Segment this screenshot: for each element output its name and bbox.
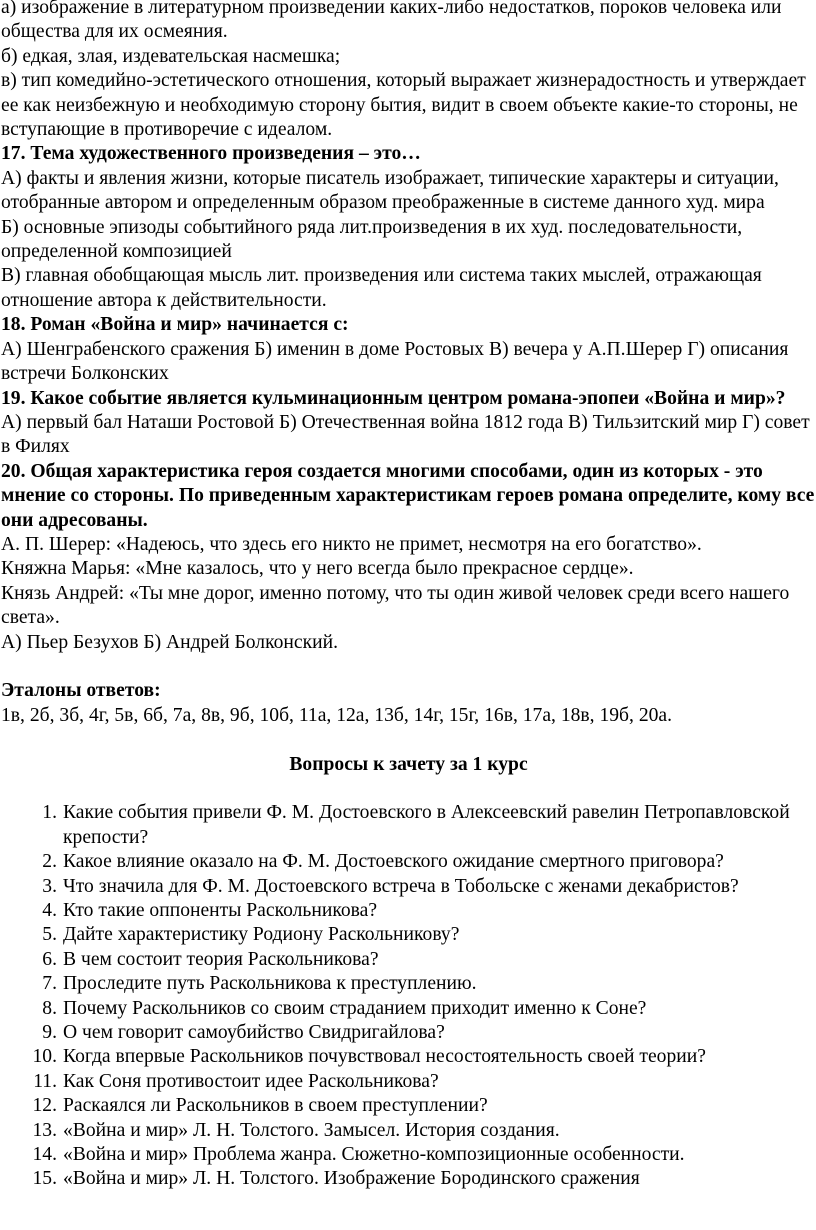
item-text: Какие события привели Ф. М. Достоевского в Алексеевский равелин Петропавловской крепости? — [63, 802, 790, 848]
question-17-option-c: В) главная обобщающая мысль лит. произведения или система таких мыслей, отражающая отношение автора к действительности. — [1, 265, 762, 311]
item-text: Какое влияние оказало на Ф. М. Достоевского ожидание смертного приговора? — [63, 851, 724, 873]
spacer — [1, 728, 816, 752]
list-item — [1, 1070, 816, 1094]
answers-text: 1в, 2б, 3б, 4г, 5в, 6б, 7а, 8в, 9б, 10б, 11а, 12а, 13б, 14г, 15г, 16в, 17а, 18в, 19б, 20а. — [1, 704, 673, 726]
item-number: 1. — [42, 802, 57, 824]
list-item — [1, 875, 816, 899]
question-17-option-b: Б) основные эпизоды событийного ряда лит.произведения в их худ. последовательности, определенной композицией — [1, 216, 743, 263]
option-c-prev: в) тип комедийно-эстетического отношения, который выражает жизнерадостность и утверждает ее как неизбежную и необходимую сторону бытия, видит в своем объекте какие-то стороны, не вступающие в противоречие с идеалом. — [1, 70, 806, 141]
question-17-title: 17. Тема художественного произведения – это… — [1, 143, 421, 165]
list-item — [1, 923, 816, 947]
list-item — [1, 899, 816, 923]
item-number: 14. — [32, 1144, 57, 1166]
item-number: 3. — [42, 875, 57, 897]
item-text: Дайте характеристику Родиону Раскольникову? — [63, 924, 460, 946]
list-item — [1, 1094, 816, 1118]
item-text: В чем состоит теория Раскольникова? — [63, 948, 379, 970]
item-number: 15. — [32, 1168, 57, 1190]
exam-questions-list — [1, 801, 816, 1192]
list-item — [1, 801, 816, 850]
item-text: Что значила для Ф. М. Достоевского встреча в Тобольске с женами декабристов? — [63, 875, 739, 897]
question-19-options: А) первый бал Наташи Ростовой Б) Отечественная война 1812 года В) Тильзитский мир Г) совет в Филях — [1, 411, 810, 458]
question-17-option-a: А) факты и явления жизни, которые писатель изображает, типические характеры и ситуации, отобранные автором и определенным образом преображенные в системе данного худ. мира — [1, 167, 779, 214]
list-item — [1, 997, 816, 1021]
option-b-prev: б) едкая, злая, издевательская насмешка; — [1, 45, 341, 67]
answers-title: Эталоны ответов: — [1, 680, 161, 702]
option-a-prev: а) изображение в литературном произведении каких-либо недостатков, пороков человека или общества для их осмеяния. — [1, 0, 782, 43]
spacer — [1, 655, 816, 679]
item-number: 4. — [42, 899, 57, 921]
list-item — [1, 1143, 816, 1167]
list-item — [1, 948, 816, 972]
list-item — [1, 1119, 816, 1143]
item-number: 8. — [42, 997, 57, 1019]
item-number: 6. — [42, 948, 57, 970]
item-text: Почему Раскольников со своим страданием приходит именно к Соне? — [63, 997, 647, 1019]
list-item — [1, 972, 816, 996]
item-text: Кто такие оппоненты Раскольникова? — [63, 899, 378, 921]
item-number: 13. — [32, 1119, 57, 1141]
item-number: 12. — [32, 1095, 57, 1117]
spacer — [1, 777, 816, 801]
item-number: 7. — [42, 973, 57, 995]
item-text: Как Соня противостоит идее Раскольникова? — [63, 1070, 439, 1092]
list-item — [1, 1021, 816, 1045]
item-text: Когда впервые Раскольников почувствовал несостоятельность своей теории? — [63, 1046, 706, 1068]
question-18-options: А) Шенграбенского сражения Б) именин в доме Ростовых В) вечера у А.П.Шерер Г) описания встречи Болконских — [1, 338, 789, 385]
exam-questions-title: Вопросы к зачету за 1 курс — [289, 753, 528, 775]
item-text: Проследите путь Раскольникова к преступлению. — [63, 973, 477, 995]
item-text: «Война и мир» Л. Н. Толстого. Изображение Бородинского сражения — [63, 1168, 640, 1190]
list-item — [1, 1167, 816, 1191]
list-item — [1, 1045, 816, 1069]
question-18-title: 18. Роман «Война и мир» начинается с: — [1, 314, 349, 336]
question-20-options: А) Пьер Безухов Б) Андрей Болконский. — [1, 631, 338, 653]
item-number: 2. — [42, 851, 57, 873]
item-number: 11. — [33, 1070, 57, 1092]
item-number: 9. — [42, 1022, 57, 1044]
item-text: О чем говорит самоубийство Свидригайлова? — [63, 1022, 445, 1044]
question-19-title: 19. Какое событие является кульминационным центром романа-эпопеи «Война и мир»? — [1, 387, 786, 409]
item-text: «Война и мир» Л. Н. Толстого. Замысел. История создания. — [63, 1119, 560, 1141]
question-20-title: 20. Общая характеристика героя создается многими способами, один из которых - это мнение со стороны. По приведенным характеристикам героев романа определите, кому все они адресованы. — [1, 460, 815, 531]
question-20-quote-sherer: А. П. Шерер: «Надеюсь, что здесь его никто не примет, несмотря на его богатство». — [1, 533, 702, 555]
item-number: 5. — [42, 924, 57, 946]
list-item — [1, 850, 816, 874]
item-number: 10. — [32, 1046, 57, 1068]
question-20-quote-marya: Княжна Марья: «Мне казалось, что у него всегда было прекрасное сердце». — [1, 558, 634, 580]
item-text: «Война и мир» Проблема жанра. Сюжетно-композиционные особенности. — [63, 1144, 685, 1166]
item-text: Раскаялся ли Раскольников в своем преступлении? — [63, 1095, 488, 1117]
question-20-quote-andrey: Князь Андрей: «Ты мне дорог, именно потому, что ты один живой человек среди всего нашего света». — [1, 582, 790, 629]
